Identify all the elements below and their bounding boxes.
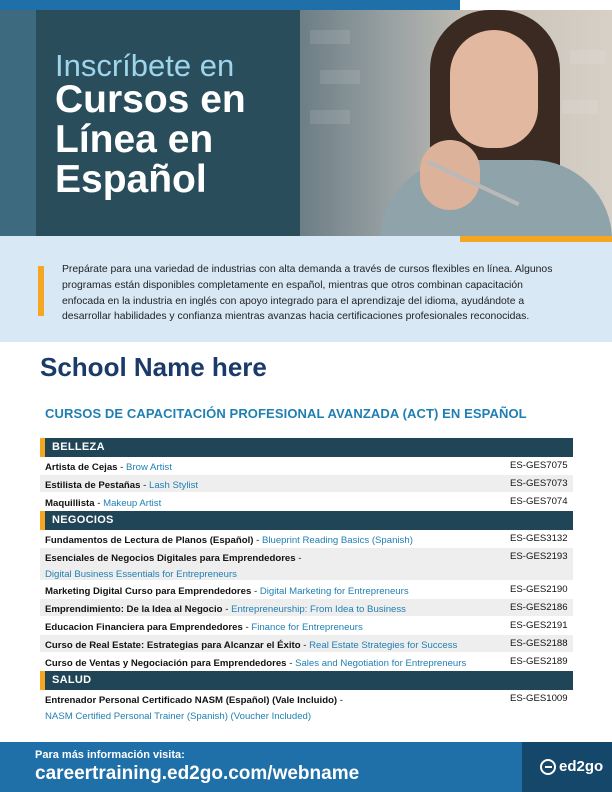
ed2go-logo [540, 758, 603, 775]
brick-shape [320, 70, 360, 84]
hero-photo-woman [300, 10, 612, 236]
table-row [40, 599, 573, 617]
hero-top-bar-gap [460, 0, 612, 10]
category-header-belleza [40, 438, 573, 457]
hero-top-bar [0, 0, 460, 10]
course-name-en-link[interactable]: Real Estate Strategies for Success [309, 640, 458, 651]
hero-orange-accent [460, 236, 612, 242]
separator: - [117, 462, 127, 473]
course-name-es: Emprendimiento: De la Idea al Negocio [45, 604, 223, 615]
category-label: BELLEZA [52, 441, 105, 453]
course-name-en-link[interactable]: Sales and Negotiation for Entrepreneurs [295, 658, 467, 669]
hero-title-line-2: Cursos en [55, 78, 246, 121]
brick-shape [570, 50, 606, 64]
person-face [450, 30, 538, 148]
course-code: ES-GES7073 [510, 478, 568, 489]
course-name-en-link[interactable]: Digital Marketing for Entrepreneurs [259, 586, 409, 597]
person-sweater [380, 160, 612, 236]
separator: - [251, 586, 260, 597]
table-row [40, 635, 573, 653]
brick-shape [310, 110, 350, 124]
course-code: ES-GES2189 [510, 656, 568, 667]
footer-url-link[interactable]: careertraining.ed2go.com/webname [35, 763, 360, 784]
separator: - [295, 553, 302, 564]
separator: - [253, 535, 262, 546]
separator: - [222, 604, 232, 615]
category-header-salud [40, 671, 573, 690]
course-name-es: Artista de Cejas [45, 462, 118, 473]
course-name-es: Educacion Financiera para Emprendedores [45, 622, 243, 633]
hero-title-line-4: Español [55, 158, 207, 201]
course-code: ES-GES2186 [510, 602, 568, 613]
table-row [40, 475, 573, 493]
intro-section [0, 236, 612, 342]
course-table [40, 438, 573, 723]
hero-title-line-3: Línea en [55, 118, 214, 161]
course-name-en-link[interactable]: Blueprint Reading Basics (Spanish) [261, 535, 413, 546]
course-name-es: Curso de Ventas y Negociación para Emprendedores [45, 658, 287, 669]
brick-shape [562, 100, 598, 114]
intro-text: Prepárate para una variedad de industrias con alta demanda a través de cursos flexibles en línea. Algunos programas están disponibles completamente en español, mientras que otros combinan capacitación enfocada en la industria en inglés con apoyo integrado para el aprendizaje del idioma, ayudándote a desarrollar habilidades y confianza mientras avanzas hacia certificaciones profesionales reconocidas. [62, 264, 553, 323]
separator: - [242, 622, 252, 633]
act-section-title: CURSOS DE CAPACITACIÓN PROFESIONAL AVANZADA (ACT) EN ESPAÑOL [45, 406, 527, 421]
hero-title-main [55, 80, 246, 200]
category-label: NEGOCIOS [52, 514, 114, 526]
course-code: ES-GES2188 [510, 638, 568, 649]
school-name: School Name here [40, 352, 267, 382]
course-code: ES-GES7074 [510, 496, 568, 507]
category-header-negocios [40, 511, 573, 530]
course-name-en-link[interactable]: Digital Business Essentials for Entrepreneurs [45, 568, 237, 580]
table-row [40, 581, 573, 599]
course-code: ES-GES2191 [510, 620, 568, 631]
table-row [40, 457, 573, 475]
table-row [40, 548, 573, 581]
hero-left-band [0, 10, 36, 236]
logo-text: ed2go [559, 758, 604, 775]
person-hand [420, 140, 480, 210]
course-code: ES-GES2190 [510, 584, 568, 595]
course-code: ES-GES7075 [510, 460, 568, 471]
course-name-en-link[interactable]: Makeup Artist [103, 498, 162, 509]
table-row [40, 493, 573, 511]
category-label: SALUD [52, 674, 92, 686]
course-name-es: Entrenador Personal Certificado NASM (Español) (Vale Incluido) [45, 695, 338, 706]
course-name-es: Estilista de Pestañas [45, 480, 141, 491]
course-code: ES-GES2193 [510, 551, 568, 562]
footer [0, 742, 612, 792]
course-name-en-link[interactable]: NASM Certified Personal Trainer (Spanish) (Voucher Included) [45, 710, 312, 722]
separator: - [94, 498, 104, 509]
course-name-es: Marketing Digital Curso para Emprendedores [45, 586, 252, 597]
course-name-en-link[interactable]: Entrepreneurship: From Idea to Business [231, 604, 406, 615]
separator: - [300, 640, 310, 651]
table-row [40, 617, 573, 635]
course-name-es: Curso de Real Estate: Estrategias para Alcanzar el Éxito [45, 640, 301, 651]
footer-label: Para más información visita: [35, 749, 185, 761]
separator: - [286, 658, 296, 669]
separator: - [337, 695, 343, 706]
course-name-en-link[interactable]: Lash Stylist [148, 480, 199, 491]
table-row [40, 530, 573, 548]
table-row [40, 690, 573, 723]
course-code: ES-GES1009 [510, 693, 568, 704]
hero-title-line-1: Inscríbete en [55, 48, 235, 83]
course-code: ES-GES3132 [510, 533, 568, 544]
course-name-en-link[interactable]: Finance for Entrepreneurs [251, 622, 363, 633]
ed2go-logo-icon [540, 759, 556, 775]
hero-banner [0, 0, 612, 236]
intro-accent-bar [38, 266, 44, 316]
table-row [40, 653, 573, 671]
brick-shape [310, 30, 350, 44]
separator: - [140, 480, 149, 491]
course-name-es: Fundamentos de Lectura de Planos (Español) [45, 535, 254, 546]
course-name-es: Esenciales de Negocios Digitales para Emprendedores [45, 553, 296, 564]
course-name-en-link[interactable]: Brow Artist [126, 462, 172, 473]
course-name-es: Maquillista [45, 498, 95, 509]
